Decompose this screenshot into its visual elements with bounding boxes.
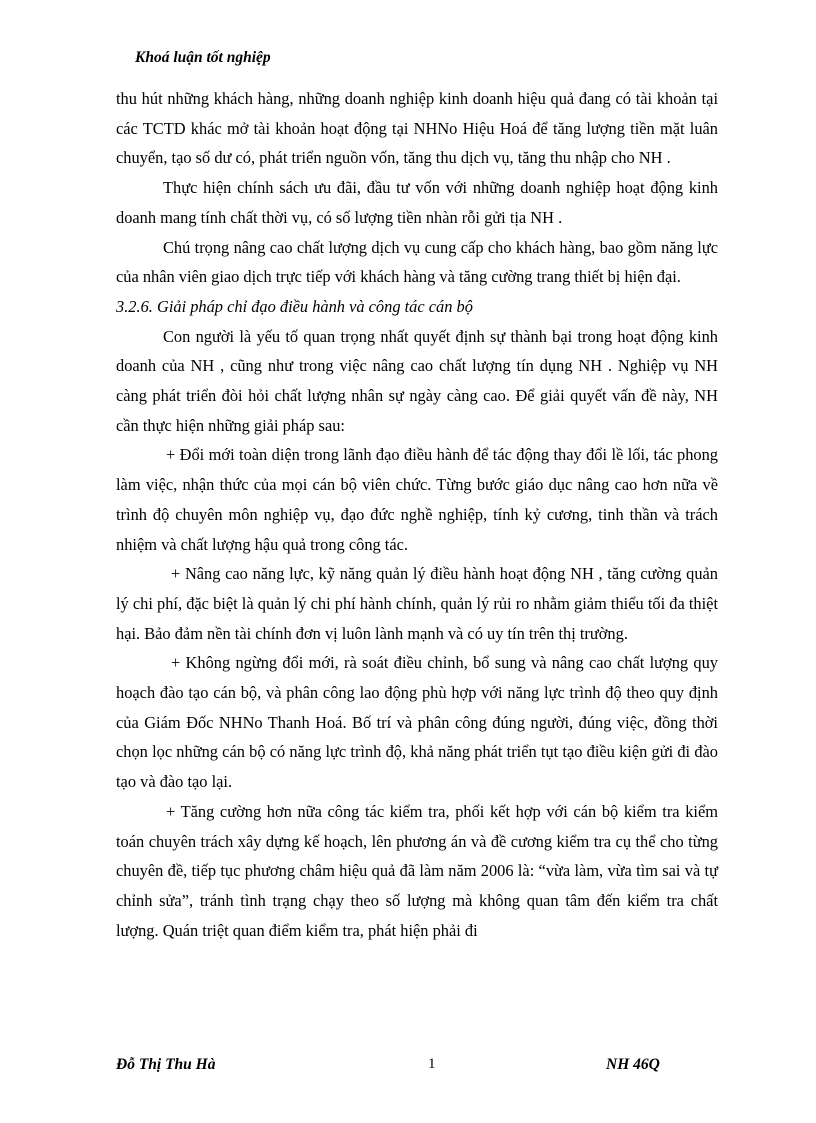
section-heading: 3.2.6. Giải pháp chỉ đạo điều hành và công tác cán bộ — [116, 296, 473, 316]
paragraph-preferential-policy: Thực hiện chính sách ưu đãi, đầu tư vốn với những doanh nghiệp hoạt động kinh doanh mang tính chất thời vụ, có số lượng tiền nhàn rỗi gửi tịa NH . — [116, 178, 718, 227]
paragraph-continued: thu hút những khách hàng, những doanh nghiệp kinh doanh hiệu quả đang có tài khoản tại các TCTD khác mở tài khoản hoạt động tại NHNo Hiệu Hoá để tăng lượng tiền mặt luân chuyển, tạo số dư có, phát triển nguồn vốn, tăng thu dịch vụ, tăng thu nhập cho NH . — [116, 89, 718, 168]
footer-page-number: 1 — [428, 1056, 436, 1072]
bullet-management-capacity: + Nâng cao năng lực, kỹ năng quản lý điều hành hoạt động NH , tăng cường quản lý chi phí, đặc biệt là quản lý chi phí hành chính, quản lý rủi ro nhằm giảm thiểu tối đa thiệt hại. Bảo đảm nền tài chính đơn vị luôn lành mạnh và có uy tín trên thị trường. — [116, 564, 718, 643]
document-body — [116, 84, 718, 945]
bullet-staff-planning: + Không ngừng đổi mới, rà soát điều chỉnh, bổ sung và nâng cao chất lượng quy hoạch đào tạo cán bộ, và phân công lao động phù hợp với năng lực trình độ theo quy định của Giám Đốc NHNo Thanh Hoá. Bố trí và phân công đúng người, đúng việc, đồng thời chọn lọc những cán bộ có năng lực trình độ, khả năng phát triển tụt tạo điều kiện gửi đi đào tạo và đào tạo lại. — [116, 653, 718, 792]
paragraph-human-factor: Con người là yếu tố quan trọng nhất quyết định sự thành bại trong hoạt động kinh doanh của NH , cũng như trong việc nâng cao chất lượng tín dụng NH . Nghiệp vụ NH càng phát triển đòi hỏi chất lượng nhân sự ngày càng cao. Để giải quyết vấn đề này, NH cần thực hiện những giải pháp sau: — [116, 326, 718, 435]
bullet-leadership-reform: + Đổi mới toàn diện trong lãnh đạo điều hành để tác động thay đổi lề lối, tác phong làm việc, nhận thức của mọi cán bộ viên chức. Từng bước giáo dục nâng cao hơn nữa về trình độ chuyên môn nghiệp vụ, đạo đức nghề nghiệp, tính kỷ cương, tinh thần và trách nhiệm và chất lượng hậu quả trong công tác. — [116, 445, 718, 554]
footer-author: Đỗ Thị Thu Hà — [116, 1056, 216, 1073]
running-header: Khoá luận tốt nghiệp — [135, 49, 271, 66]
paragraph-service-quality: Chú trọng nâng cao chất lượng dịch vụ cung cấp cho khách hàng, bao gồm năng lực của nhân viên giao dịch trực tiếp với khách hàng và tăng cường trang thiết bị hiện đại. — [116, 237, 718, 287]
footer-class-code: NH 46Q — [606, 1056, 660, 1073]
bullet-inspection: + Tăng cường hơn nữa công tác kiểm tra, phối kết hợp với cán bộ kiểm tra kiểm toán chuyên trách xây dựng kế hoạch, lên phương án và đề cương kiểm tra cụ thể cho từng chuyên đề, tiếp tục phương châm hiệu quả đã làm năm 2006 là: “vừa làm, vừa tìm sai và tự chỉnh sửa”, tránh tình trạng chạy theo số lượng mà không quan tâm đến kiểm tra chất lượng. Quán triệt quan điểm kiểm tra, phát hiện phải đi — [116, 801, 718, 940]
